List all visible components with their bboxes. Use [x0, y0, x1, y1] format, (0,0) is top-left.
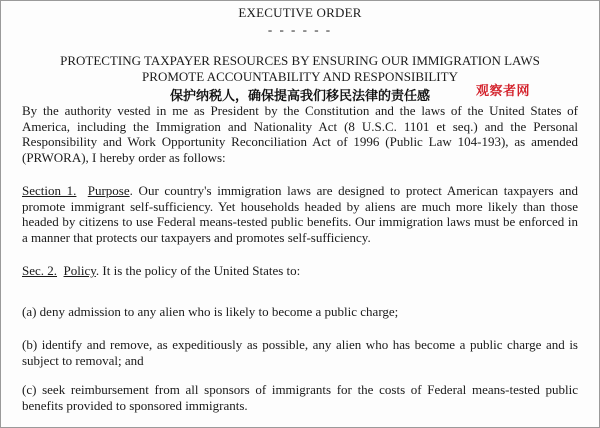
section-1-label: Section 1.	[22, 183, 77, 198]
chinese-subtitle: 保护纳税人，确保提高我们移民法律的责任感	[169, 89, 430, 104]
watermark-logo: 观察者网	[476, 84, 531, 99]
title-divider: - - - - - -	[267, 22, 333, 37]
policy-item-c: (c) seek reimbursement from all sponsors of immigrants for the costs of Federal means-tested public benefits provided to sponsored immigrants.	[22, 382, 578, 413]
policy-item-b: (b) identify and remove, as expeditiously as possible, any alien who has become a public charge and is subject to removal; and	[22, 337, 578, 368]
section-2-paragraph	[22, 263, 578, 279]
section-2-text: . It is the policy of the United States to:	[95, 263, 301, 278]
policy-item-a: (a) deny admission to any alien who is likely to become a public charge;	[22, 304, 399, 319]
section-1-title: Purpose	[87, 183, 130, 198]
order-heading-line-2: PROMOTE ACCOUNTABILITY AND RESPONSIBILITY	[142, 69, 458, 84]
document-title: EXECUTIVE ORDER	[238, 5, 362, 20]
section-2-label: Sec. 2.	[22, 263, 58, 278]
section-2-title: Policy	[63, 263, 96, 278]
section-1-paragraph	[22, 183, 578, 245]
authority-paragraph: By the authority vested in me as President by the Constitution and the laws of the United States of America, including the Immigration and Nationality Act (8 U.S.C. 1101 et seq.) and the Personal Responsibility and Work Opportunity Reconciliation Act of 1996 (Public Law 104-193), as amended (PRWORA), I hereby order as follows:	[22, 103, 578, 165]
order-heading-line-1: PROTECTING TAXPAYER RESOURCES BY ENSURING OUR IMMIGRATION LAWS	[60, 53, 540, 68]
section-1-text: . Our country's immigration laws are designed to protect American taxpayers and promote immigrant self-sufficiency. Yet households headed by aliens are much more likely than those headed by citizens to use Federal means-tested public benefits. Our immigration laws must be enforced in a manner that protects our taxpayers and promotes self-sufficiency.	[22, 183, 579, 245]
